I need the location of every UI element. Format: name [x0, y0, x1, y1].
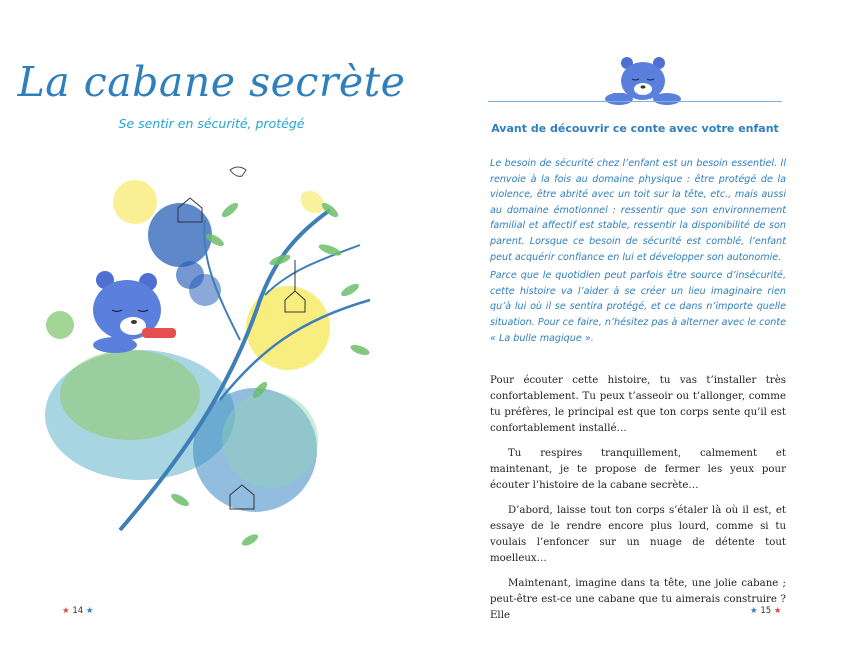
- page-number-left: ★ 14 ★: [62, 606, 94, 616]
- section-title: Avant de découvrir ce conte avec votre enfant: [491, 122, 779, 135]
- star-icon: ★: [85, 606, 94, 616]
- intro-paragraph: Parce que le quotidien peut parfois être source d’insécurité, cette histoire va l’aider à se créer un lieu imaginaire rien qu’à lui où il se sentira protégé, et ce dans n’importe quelle situation. Pour ce faire, n’hésitez pas à alterner avec le conte « La bulle magique ».: [490, 270, 786, 344]
- page-number-right: ★ 15 ★: [750, 606, 782, 616]
- intro-text: [490, 156, 786, 349]
- header-rule: [488, 101, 782, 102]
- star-icon: ★: [773, 606, 782, 616]
- story-paragraph: Pour écouter cette histoire, tu vas t’installer très confortablement. Tu peux t’asseoir ou t’allonger, comme tu préfères, le principal est que ton corps sente qu’il est confortablement installé…: [490, 375, 786, 434]
- bear-illustration: [93, 271, 176, 353]
- right-page: [423, 0, 846, 651]
- bear-illustration: [603, 55, 683, 107]
- page-subtitle: Se sentir en sécurité, protégé: [118, 116, 305, 131]
- tree-bear-illustration: [30, 150, 400, 580]
- story-paragraph: D’abord, laisse tout ton corps s’étaler là où il est, et essaye de le rendre encore plus lourd, comme si tu voulais l’enfoncer sur un nuage de détente tout moelleux…: [490, 505, 786, 564]
- intro-paragraph: Le besoin de sécurité chez l’enfant est un besoin essentiel. Il renvoie à la fois au domaine physique : être protégé de la violence, être abrité avec un toit sur la tête, etc., mais aussi au domaine émotionnel : ressentir que son environnement familial et affectif est stable, ressentir la disponibilité de son parent. Lorsque ce besoin de sécurité est comblé, l’enfant peut acquérir confiance en lui et développer son autonomie.: [490, 158, 786, 263]
- page-title: La cabane secrète: [17, 58, 406, 106]
- story-paragraph: Maintenant, imagine dans ta tête, une jolie cabane ; peut-être est-ce une cabane que tu aimerais construire ? Elle: [490, 578, 786, 621]
- star-icon: ★: [62, 606, 70, 616]
- story-paragraph: Tu respires tranquillement, calmement et maintenant, je te propose de fermer les yeux pour écouter l’histoire de la cabane secrète…: [490, 448, 786, 491]
- story-text: [490, 373, 786, 633]
- star-icon: ★: [750, 606, 758, 616]
- bird-icon: [230, 167, 246, 176]
